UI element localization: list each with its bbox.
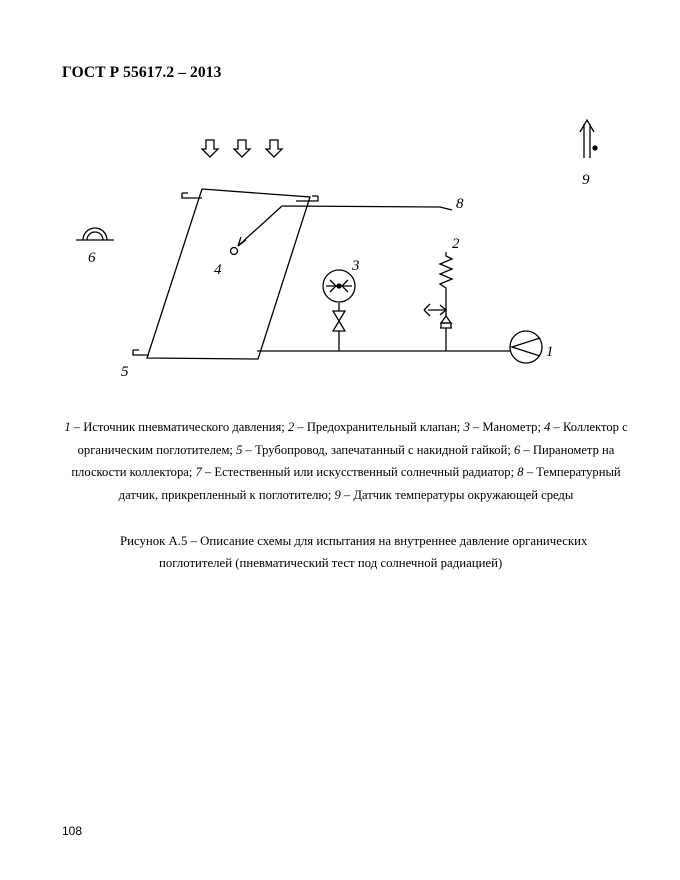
caption-line-2: поглотителей (пневматический тест под солнечной радиацией)	[159, 556, 503, 570]
solar-radiation-arrows	[202, 140, 282, 157]
label-8: 8	[456, 196, 464, 212]
legend-item: 2 – Предохранительный клапан;	[287, 420, 464, 434]
caption-line-1: Рисунок А.5 – Описание схемы для испытания на внутреннее давление органических	[120, 534, 588, 548]
document-header: ГОСТ Р 55617.2 – 2013	[62, 64, 222, 81]
label-3: 3	[352, 258, 360, 274]
ambient-temperature-sensor	[580, 120, 597, 158]
legend-item: 6 – Пиранометр на плоскости коллектора;	[71, 442, 615, 479]
absorber-temperature-sensor	[231, 206, 453, 255]
legend-item: 3 – Манометр;	[463, 420, 545, 434]
legend-item: 4 – Коллектор с органическим поглотителем;	[77, 420, 628, 457]
label-5: 5	[121, 364, 129, 380]
figure-legend	[62, 416, 630, 506]
collector-with-absorber	[133, 189, 318, 359]
legend-item: 8 – Температурный датчик, прикрепленный к поглотителю;	[118, 465, 621, 502]
label-2: 2	[452, 236, 460, 252]
figure-caption	[62, 530, 670, 574]
label-9: 9	[582, 172, 590, 188]
legend-item: 9 – Датчик температуры окружающей среды	[334, 487, 574, 502]
test-scheme-diagram	[0, 0, 680, 400]
legend-item: 5 – Трубопровод, запечатанный с накидной гайкой;	[236, 442, 514, 457]
manometer	[323, 270, 355, 351]
legend-item: 1 – Источник пневматического давления;	[64, 420, 288, 434]
label-1: 1	[546, 344, 554, 360]
safety-valve	[424, 252, 452, 351]
pneumatic-pressure-source	[510, 331, 542, 363]
legend-item: 7 – Естественный или искусственный солнечный радиатор;	[195, 465, 518, 479]
pyranometer	[76, 228, 114, 240]
label-6: 6	[88, 250, 96, 266]
label-4: 4	[214, 262, 222, 278]
page-number: 108	[62, 824, 83, 838]
